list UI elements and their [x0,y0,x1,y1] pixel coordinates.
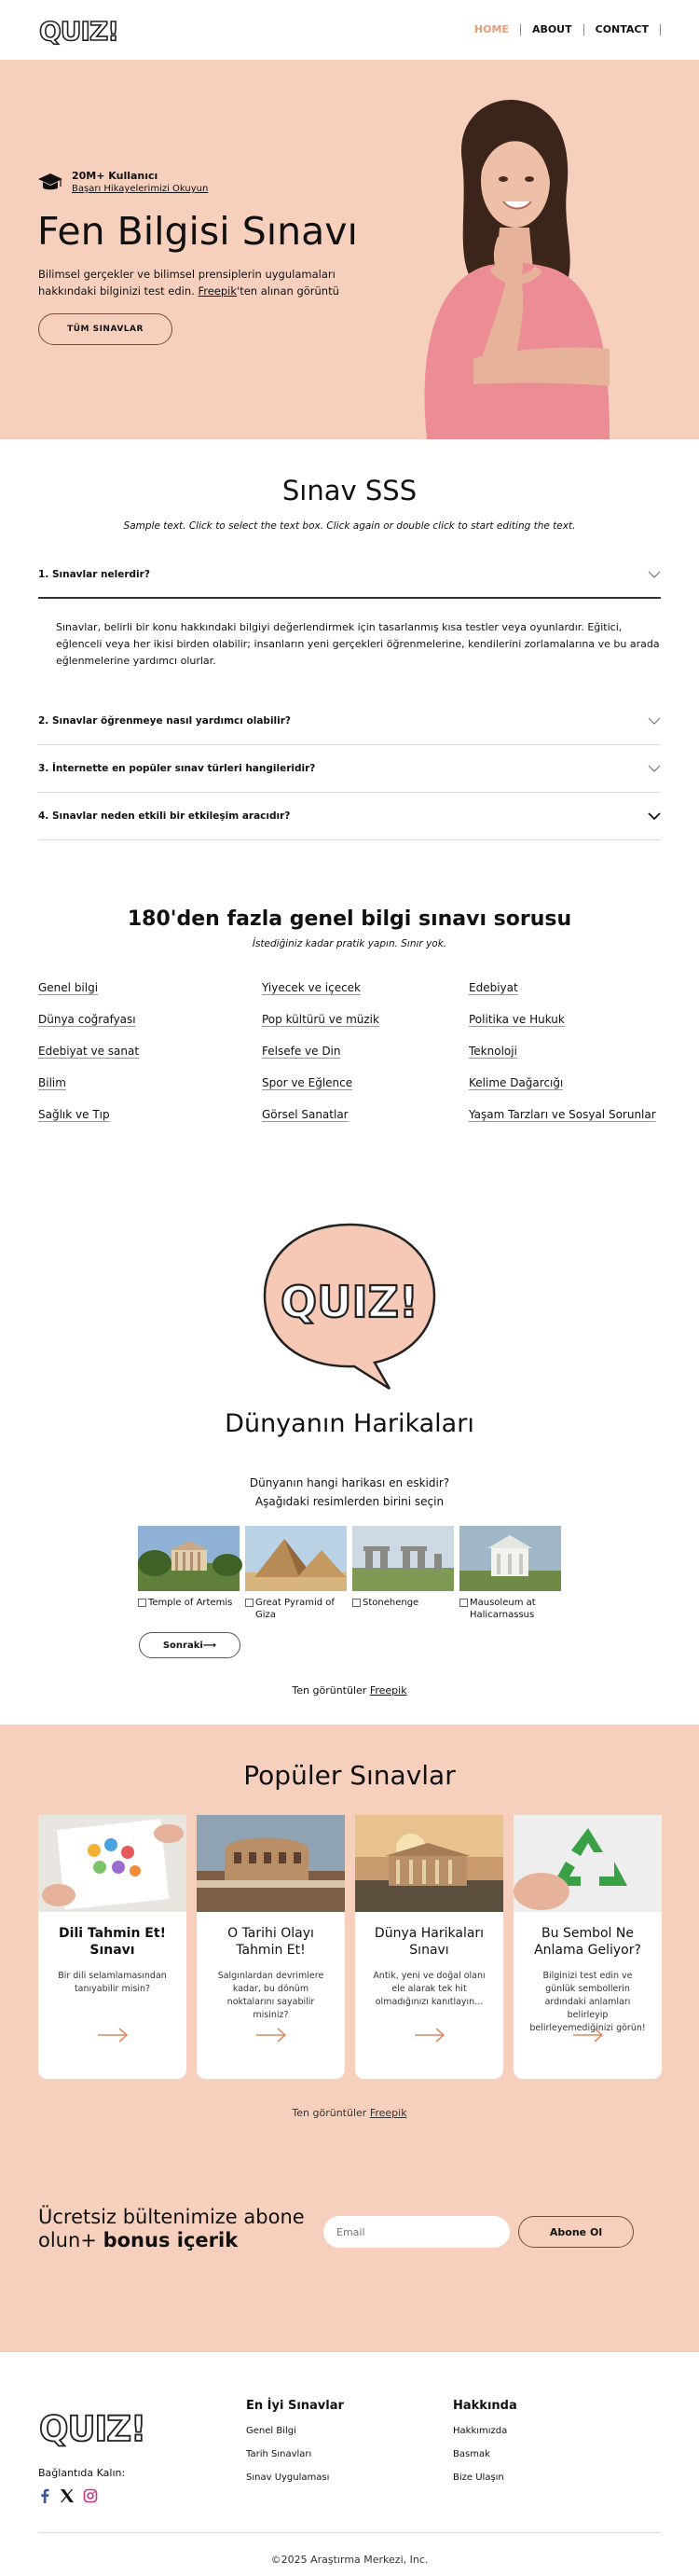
nav-links [463,24,661,35]
option-label: Stonehenge [363,1598,419,1608]
faq-list [38,552,661,840]
badge-title: 20M+ Kullanıcı [72,170,158,182]
credit-prefix: Ten görüntüler [292,2107,367,2119]
newsletter-heading [38,2206,305,2252]
arrow-right-icon[interactable] [96,2027,130,2043]
wonder-option-stonehenge[interactable] [352,1526,454,1621]
option-checkbox[interactable] [245,1599,254,1607]
wonder-option-giza[interactable] [245,1526,347,1621]
footer-logo-image [38,2406,145,2449]
footer-divider [38,2532,661,2533]
quiz-logo-image [38,14,119,47]
quiz-card-description: Antik, yeni ve doğal olanı ele alarak tek hit olmadığınızı kanıtlayın... [373,1971,486,2007]
newsletter-line-2: olun+ [38,2229,97,2251]
footer-logo-text: QUIZ! [39,2409,145,2449]
option-label: Great Pyramid of Giza [255,1598,335,1620]
category-link[interactable]: Görsel Sanatlar [262,1108,349,1121]
all-quizzes-button[interactable]: TÜM SINAVLAR [38,313,172,345]
hero-desc-text: Bilimsel gerçekler ve bilimsel prensiplerin uygulamaları hakkındaki bilginizi test edin. [38,268,336,298]
quiz-logo[interactable] [38,14,119,47]
wonders-options [0,1526,699,1621]
faq-item [38,698,661,745]
wonders-quiz-section [0,1122,699,1697]
category-link[interactable]: Teknoloji [469,1045,517,1058]
footer-col-title: En İyi Sınavlar [246,2399,344,2413]
hero-desc-suffix: 'ten alınan görüntü [237,284,339,298]
chevron-down-icon [648,717,661,725]
quiz-card-title: Dili Tahmin Et! Sınavı [59,1926,166,1958]
x-icon[interactable] [60,2488,75,2503]
quiz-card-history[interactable] [197,1815,345,2079]
footer-about [453,2399,517,2496]
faq-item [38,552,661,698]
credit-prefix: Ten görüntüler [292,1684,367,1697]
freepik-credit-link[interactable]: Freepik [369,1684,407,1697]
footer-col-title: Hakkında [453,2399,517,2413]
footer-top-quizzes [246,2399,344,2496]
email-input[interactable] [323,2216,510,2248]
footer-link[interactable]: Basmak [453,2449,490,2459]
faq-question-text: 4. Sınavlar neden etkili bir etkileşim aracıdır? [38,810,291,822]
category-link[interactable]: Genel bilgi [38,981,99,994]
quiz-logo-text: QUIZ! [39,16,119,47]
hero-description [38,266,364,299]
popular-title: Popüler Sınavlar [243,1760,456,1791]
popular-quizzes-section [0,1724,699,2167]
question-line-2: Aşağıdaki resimlerden birini seçin [254,1495,445,1508]
freepik-credit-link[interactable]: Freepik [369,2107,407,2119]
history-quiz-image [197,1815,345,1912]
mausoleum-image [459,1526,561,1591]
newsletter-bonus: bonus içerik [103,2229,239,2251]
footer-logo[interactable] [38,2406,145,2451]
chevron-down-icon [648,812,661,820]
image-credit [0,1684,699,1697]
wonder-option-artemis[interactable] [138,1526,240,1621]
category-link[interactable]: Edebiyat [469,981,518,994]
wonders-quiz-image [355,1815,503,1912]
categories-subtitle: İstediğiniz kadar pratik yapın. Sınır yok. [252,938,447,949]
graduation-cap-icon [38,172,62,192]
wonders-question [0,1474,699,1511]
footer-link[interactable]: Genel Bilgi [246,2426,296,2436]
users-badge [38,170,208,194]
instagram-icon[interactable] [83,2488,98,2503]
stay-connected-label: Bağlantıda Kalın: [38,2467,126,2479]
quiz-card-wonders[interactable] [355,1815,503,2079]
quiz-card-language[interactable] [38,1815,186,2079]
footer-link[interactable]: Tarih Sınavları [246,2449,312,2459]
category-link[interactable]: Dünya coğrafyası [38,1013,136,1026]
stonehenge-image [352,1526,454,1591]
nav-about[interactable]: ABOUT [521,24,584,35]
social-links [38,2488,98,2503]
category-link[interactable]: Spor ve Eğlence [262,1076,353,1089]
quiz-speech-bubble-image [261,1219,438,1391]
copyright: ©2025 Araştırma Merkezi, Inc. [270,2554,429,2566]
faq-question-text: 2. Sınavlar öğrenmeye nasıl yardımcı olabilir? [38,715,292,727]
language-quiz-image [38,1815,186,1912]
nav-home[interactable]: HOME [463,24,521,35]
hero-section [0,60,699,439]
category-link[interactable]: Sağlık ve Tıp [38,1108,110,1121]
wonders-title: Dünyanın Harikaları [225,1409,474,1438]
chevron-down-icon [648,765,661,772]
quiz-card-description: Bir dili selamlamasından tanıyabilir misin? [58,1971,167,1994]
hero-woman-photo [390,97,610,439]
option-checkbox[interactable] [138,1599,146,1607]
subscribe-button[interactable]: Abone Ol [518,2216,634,2248]
footer-link[interactable]: Sınav Uygulaması [246,2472,330,2483]
nav-contact[interactable]: CONTACT [584,24,661,35]
temple-of-artemis-image [138,1526,240,1591]
newsletter-section [0,2167,699,2352]
facebook-icon[interactable] [38,2488,51,2503]
faq-item [38,745,661,793]
faq-question-text: 3. İnternette en popüler sınav türleri hangileridir? [38,763,316,774]
newsletter-line-1: Ücretsiz bültenimize abone [38,2206,305,2228]
option-label: Mausoleum at Halicarnassus [470,1598,536,1620]
category-link[interactable]: Yaşam Tarzları ve Sosyal Sorunlar [469,1108,656,1121]
question-line-1: Dünyanın hangi harikası en eskidir? [249,1476,450,1489]
category-link[interactable]: Kelime Dağarcığı [469,1076,564,1089]
category-link[interactable]: Politika ve Hukuk [469,1013,565,1026]
success-stories-link[interactable]: Başarı Hikayelerimizi Okuyun [72,184,209,194]
quiz-card-title: Bu Sembol Ne Anlama Geliyor? [534,1926,641,1958]
faq-question-2[interactable] [38,698,661,744]
option-checkbox[interactable] [352,1599,361,1607]
faq-question-text: 1. Sınavlar nelerdir? [38,569,150,580]
quiz-card-description: Bilginizi test edin ve günlük sembollerin ardındaki anlamları belirleyip belirleyemediğinizi görün! [529,1971,646,2033]
option-label: Temple of Artemis [148,1598,233,1608]
great-pyramid-image [245,1526,347,1591]
faq-section [0,439,699,840]
faq-answer-1: Sınavlar, belirli bir konu hakkındaki bilgiyi değerlendirmek için tasarlanmış kısa testler veya oyunlardır. Eğitici, eğlenceli veya her ikisi birden olabilir; insanların yeni gerçekleri öğrenmelerine, kendilerini zorlamalarına ve bu arada eğlenmelerine yardımcı olurlar. [56,621,660,667]
faq-subtitle: Sample text. Click to select the text box. Click again or double click to start editing the text. [123,520,576,532]
quiz-card-description: Salgınlardan devrimlere kadar, bu dönüm noktalarını sayabilir misiniz? [217,1971,324,2020]
popular-image-credit [0,2107,699,2119]
faq-item [38,793,661,840]
chevron-down-icon [648,571,661,578]
arrow-right-icon[interactable] [254,2027,288,2043]
option-checkbox[interactable] [459,1599,468,1607]
wonder-option-mausoleum[interactable] [459,1526,561,1621]
quiz-card-symbol[interactable] [514,1815,662,2079]
footer-link[interactable]: Bize Ulaşın [453,2472,504,2483]
recycle-symbol-image [514,1815,662,1912]
quiz-card-title: O Tarihi Olayı Tahmin Et! [227,1926,314,1958]
category-link[interactable]: Edebiyat ve sanat [38,1045,140,1058]
freepik-link[interactable]: Freepik [198,284,238,298]
categories-title: 180'den fazla genel bilgi sınavı sorusu [127,907,572,931]
footer [0,2352,699,2576]
arrow-right-icon[interactable] [571,2027,605,2043]
top-nav [0,0,699,60]
category-link[interactable]: Pop kültürü ve müzik [262,1013,379,1026]
faq-title: Sınav SSS [281,475,418,506]
category-link[interactable]: Bilim [38,1076,66,1089]
faq-question-1[interactable] [38,552,661,599]
bubble-text: QUIZ! [281,1277,418,1327]
categories-section [0,840,699,1122]
category-link[interactable]: Felsefe ve Din [262,1045,341,1058]
categories-grid [38,977,661,1122]
faq-question-3[interactable] [38,745,661,792]
arrow-right-icon[interactable] [413,2027,446,2043]
category-link[interactable]: Yiyecek ve içecek [262,981,362,994]
popular-cards [38,1815,661,2079]
faq-question-4[interactable] [38,793,661,839]
footer-link[interactable]: Hakkımızda [453,2426,508,2436]
quiz-card-title: Dünya Harikaları Sınavı [374,1926,485,1958]
hero-title: Fen Bilgisi Sınavı [37,209,358,254]
next-button[interactable]: Sonraki⟶ [139,1632,240,1658]
